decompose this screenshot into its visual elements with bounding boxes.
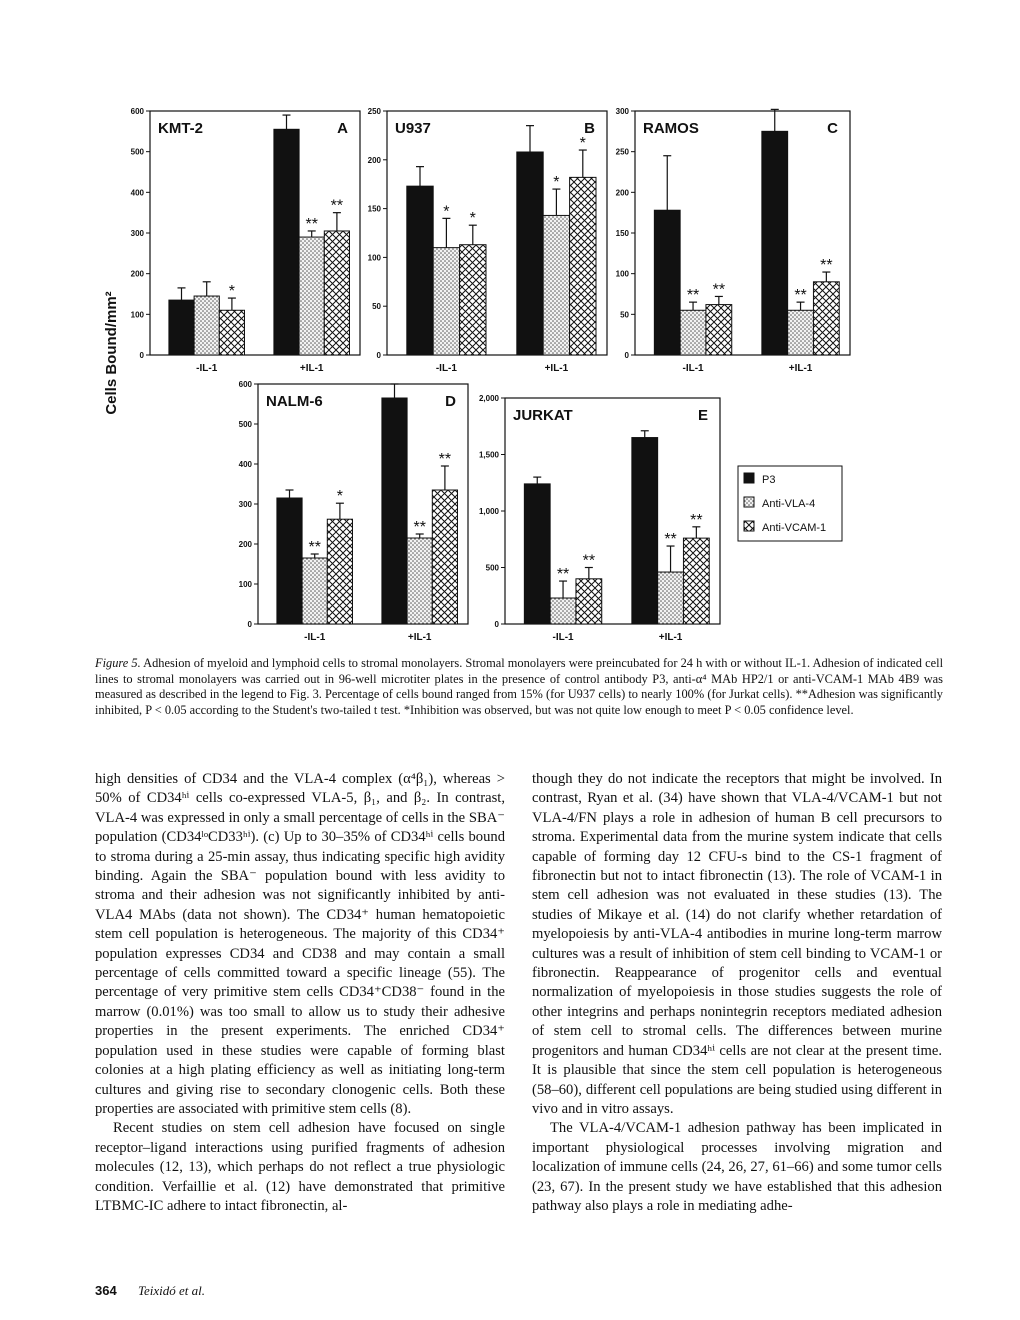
bar-anti-vla-4-minus-il-1 xyxy=(302,558,327,624)
bar-anti-vcam-1-plus-il-1 xyxy=(432,490,457,624)
bar-p3-minus-il-1 xyxy=(277,498,302,624)
legend-swatch-p3 xyxy=(744,473,754,483)
legend-label-p3: P3 xyxy=(762,474,776,486)
y-tick-label: 150 xyxy=(615,229,629,238)
chart-panel-a xyxy=(131,107,360,374)
significance-marker: ** xyxy=(582,552,596,570)
legend-swatch-anti-vla-4 xyxy=(744,497,754,507)
paragraph: Recent studies on stem cell adhesion have focused on single receptor–ligand interactions using purified fragments of adhesion molecules (12, 13), which perhaps do not reflect a true physiologic condition. Verfaillie et al. (12) have demonstrated that primitive LTBMC-IC adhere to intact fibronectin, al- xyxy=(95,1120,505,1214)
bar-p3-plus-il-1 xyxy=(517,152,543,355)
significance-marker: * xyxy=(228,283,236,301)
panel-letter: B xyxy=(584,120,595,137)
panel-title: KMT-2 xyxy=(158,120,203,137)
y-tick-label: 600 xyxy=(130,107,144,116)
y-tick-label: 0 xyxy=(624,351,629,360)
y-tick-label: 300 xyxy=(130,229,144,238)
bar-anti-vla-4-plus-il-1 xyxy=(299,237,324,355)
y-tick-label: 400 xyxy=(238,460,252,469)
significance-marker: * xyxy=(336,488,344,506)
chart-panel-b xyxy=(368,107,607,374)
legend-swatch-anti-vcam-1 xyxy=(744,521,754,531)
chart-panel-d xyxy=(239,380,468,643)
y-tick-label: 500 xyxy=(238,420,252,429)
panel-title: U937 xyxy=(395,120,431,137)
y-tick-label: 300 xyxy=(238,500,252,509)
y-tick-label: 150 xyxy=(367,204,381,214)
significance-marker: ** xyxy=(664,531,677,549)
page-number: 364 xyxy=(95,1283,117,1298)
bar-anti-vcam-1-minus-il-1 xyxy=(706,305,732,355)
page-footer xyxy=(95,1283,205,1299)
legend-label-anti-vcam-1: Anti-VCAM-1 xyxy=(762,522,827,534)
panel-letter: E xyxy=(697,407,708,424)
y-tick-label: 50 xyxy=(620,310,629,320)
y-tick-label: 500 xyxy=(485,563,499,573)
x-group-label: +IL-1 xyxy=(788,363,813,374)
significance-marker: ** xyxy=(556,566,570,584)
x-group-label: -IL-1 xyxy=(682,363,704,374)
figure-label: Figure 5. xyxy=(95,656,141,670)
bar-anti-vla-4-plus-il-1 xyxy=(543,215,569,355)
y-tick-label: 200 xyxy=(130,269,144,279)
significance-marker: ** xyxy=(690,511,703,529)
significance-marker: ** xyxy=(712,281,726,299)
significance-marker: ** xyxy=(330,197,344,215)
x-group-label: -IL-1 xyxy=(552,632,574,643)
bar-p3-plus-il-1 xyxy=(762,131,788,355)
x-group-label: +IL-1 xyxy=(299,363,324,374)
bar-p3-minus-il-1 xyxy=(407,186,433,355)
x-group-label: +IL-1 xyxy=(544,363,569,374)
bar-anti-vcam-1-minus-il-1 xyxy=(460,245,486,355)
bar-anti-vcam-1-plus-il-1 xyxy=(324,231,349,355)
body-column-left xyxy=(95,770,505,1216)
y-tick-label: 200 xyxy=(615,188,629,198)
bar-anti-vcam-1-minus-il-1 xyxy=(327,519,352,624)
significance-marker: ** xyxy=(794,287,807,305)
significance-marker: ** xyxy=(686,287,700,305)
bar-anti-vcam-1-minus-il-1 xyxy=(219,310,244,355)
y-tick-label: 1,000 xyxy=(478,507,499,516)
legend xyxy=(738,466,842,541)
chart-panel-c xyxy=(616,107,850,374)
bar-p3-minus-il-1 xyxy=(169,300,194,355)
chart-panel-e xyxy=(479,394,720,643)
panel-letter: A xyxy=(337,120,348,137)
paragraph: though they do not indicate the receptors that might be involved. In contrast, Ryan et al. (34) have shown that VLA-4/VCAM-1 but not VLA-4/FN plays a role in adhesion of human B cell precursors to stroma. Experimental data from the murine system indicate that cells capable of forming day 12 CFU-s bind to the CS-1 fragment of fibronectin but not to intact fibronectin (13). The role of VCAM-1 in stem cell adhesion was not evaluated in these studies (13). The studies of Mikaye et al. (14) do not clarify whether retardation of myelopoiesis by anti-VLA-4 antibodies in murine long-term marrow cultures was a result of inhibition of stem cell binding to VCAM-1 or fibronectin. Reappearance of progenitor cells and eventual normalization of myelopoiesis in those studies suggests the role of other integrins and perhaps nonintegrin receptors mediated adhesion of stem cell to stromal cells. The differences between murine progenitors and human CD34ʰⁱ cells are not clear at the present time. It is plausible that since the stem cell population is heterogeneous (58–60), different cell populations are being studied using different in vivo and in vitro assays. xyxy=(532,771,942,1117)
bar-anti-vla-4-minus-il-1 xyxy=(680,310,706,355)
y-tick-label: 600 xyxy=(238,380,252,389)
y-tick-label: 100 xyxy=(238,580,252,589)
bar-p3-plus-il-1 xyxy=(632,438,658,624)
significance-marker: ** xyxy=(413,519,426,536)
paragraph: The VLA-4/VCAM-1 adhesion pathway has been implicated in important physiological processes involving migration and localization of immune cells (24, 26, 27, 61–66) and some tumor cells (23, 67). In the present study we have established that this adhesion pathway also plays a role in mediating adhe- xyxy=(532,1120,942,1214)
panel-title: JURKAT xyxy=(513,407,573,424)
y-tick-label: 100 xyxy=(615,269,629,279)
bar-anti-vla-4-minus-il-1 xyxy=(433,248,459,355)
figure-5 xyxy=(0,0,1020,650)
bar-anti-vcam-1-plus-il-1 xyxy=(570,177,596,355)
bar-p3-plus-il-1 xyxy=(274,129,299,355)
y-tick-label: 500 xyxy=(130,147,144,157)
bar-p3-minus-il-1 xyxy=(654,210,680,355)
figure-caption xyxy=(95,656,943,718)
y-tick-label: 0 xyxy=(494,620,499,629)
significance-marker: ** xyxy=(305,215,318,233)
panel-title: NALM-6 xyxy=(266,393,323,410)
bar-anti-vla-4-minus-il-1 xyxy=(550,598,576,624)
y-tick-label: 0 xyxy=(376,351,381,360)
y-tick-label: 100 xyxy=(130,310,144,320)
bar-anti-vla-4-plus-il-1 xyxy=(658,572,684,624)
legend-label-anti-vla-4: Anti-VLA-4 xyxy=(762,498,816,510)
y-tick-label: 300 xyxy=(615,107,629,116)
y-tick-label: 1,500 xyxy=(478,450,499,460)
significance-marker: * xyxy=(553,174,560,192)
bar-anti-vla-4-minus-il-1 xyxy=(194,296,219,355)
bar-p3-minus-il-1 xyxy=(524,484,550,624)
y-tick-label: 2,000 xyxy=(478,394,499,403)
y-tick-label: 100 xyxy=(367,253,381,263)
y-tick-label: 250 xyxy=(367,107,381,116)
x-group-label: -IL-1 xyxy=(304,632,326,643)
paragraph: high densities of CD34 and the VLA-4 complex (α⁴β₁), whereas > 50% of CD34ʰⁱ cells co-expressed VLA-5, β₁, and β₂. In contrast, VLA-4 was expressed in only a small percentage of cells in the SBA⁻ population (CD34ˡᵒCD33ʰⁱ). (c) Up to 30–35% of CD34ʰⁱ cells bound to stroma during a 25-min assay, thus indicating specific high avidity binding. Again the SBA⁻ population bound with less avidity to stroma and their adhesion was not significantly inhibited by anti-VLA4 MAbs (data not shown). The CD34⁺ human hematopoietic stem cell population is heterogeneous. The majority of this CD34⁺ population expresses CD34 and CD38 and may contain a small percentage of cells committed toward a specific lineage (55). The percentage of very primitive stem cells CD34⁺CD38⁻ found in the marrow (0.01%) was too small to allow us to study their adhesive properties in the present experiments. The enriched CD34⁺ population used in these studies were capable of forming blast colonies at a high plating efficiency as well as initiating long-term cultures and giving rise to secondary clonogenic cells. Both these properties are associated with primitive stem cells (8). xyxy=(95,771,505,1117)
significance-marker: * xyxy=(443,203,450,221)
y-tick-label: 400 xyxy=(130,188,144,198)
bar-anti-vla-4-plus-il-1 xyxy=(788,310,814,355)
y-tick-label: 50 xyxy=(372,302,381,312)
significance-marker: * xyxy=(469,210,476,228)
bar-anti-vcam-1-minus-il-1 xyxy=(576,579,602,624)
panel-letter: D xyxy=(445,393,456,410)
panel-letter: C xyxy=(827,120,838,137)
bar-p3-plus-il-1 xyxy=(382,398,407,624)
running-authors: Teixidó et al. xyxy=(137,1283,205,1298)
y-tick-label: 0 xyxy=(247,620,252,629)
bar-anti-vcam-1-plus-il-1 xyxy=(683,538,709,624)
x-group-label: +IL-1 xyxy=(658,632,683,643)
y-axis-label: Cells Bound/mm² xyxy=(103,291,120,415)
significance-marker: * xyxy=(579,135,586,153)
y-tick-label: 200 xyxy=(367,155,381,165)
bar-anti-vcam-1-plus-il-1 xyxy=(813,282,839,355)
x-group-label: +IL-1 xyxy=(407,632,432,643)
y-tick-label: 200 xyxy=(238,540,252,549)
x-group-label: -IL-1 xyxy=(196,363,218,374)
body-column-right xyxy=(532,770,942,1216)
significance-marker: ** xyxy=(820,257,833,275)
y-tick-label: 0 xyxy=(139,351,144,360)
panel-title: RAMOS xyxy=(643,120,699,137)
significance-marker: ** xyxy=(438,451,452,468)
significance-marker: ** xyxy=(308,539,321,556)
caption-text: Adhesion of myeloid and lymphoid cells to stromal monolayers. Stromal monolayers were preincubated for 24 h with or without IL-1. Adhesion of indicated cell lines to stromal monolayers was carried out in 96-well microtiter plates in the presence of control antibody P3, anti-α⁴ MAb HP2/1 or anti-VCAM-1 MAb 4B9 was measured as described in the legend to Fig. 3. Percentage of cells bound ranged from 15% (for U937 cells) to nearly 100% (for Jurkat cells). **Adhesion was significantly inhibited, P < 0.05 according to the Student's two-tailed t test. *Inhibition was observed, but was not quite low enough to meet P < 0.05 confidence level. xyxy=(95,656,944,717)
bar-anti-vla-4-plus-il-1 xyxy=(407,538,432,624)
y-tick-label: 250 xyxy=(615,147,629,157)
x-group-label: -IL-1 xyxy=(435,363,457,374)
